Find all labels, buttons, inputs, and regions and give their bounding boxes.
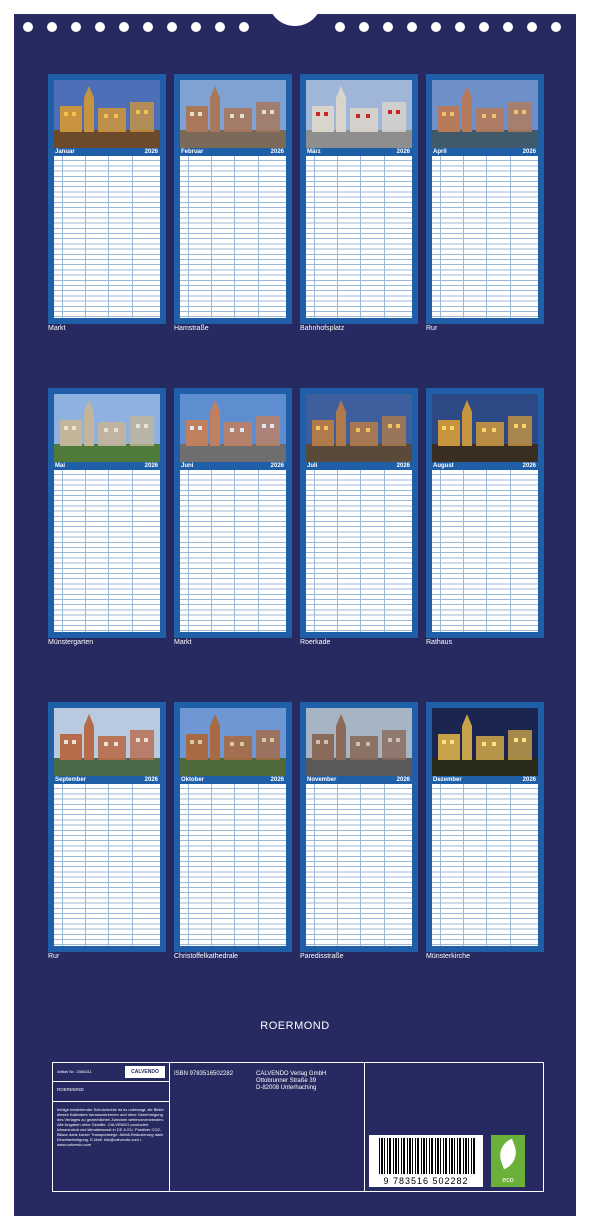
- binding-hole: [383, 22, 393, 32]
- binding-hole: [71, 22, 81, 32]
- barcode: [369, 1135, 483, 1187]
- barcode-bars: [379, 1138, 475, 1174]
- month-panel: [48, 74, 166, 324]
- month-name: März: [307, 149, 321, 155]
- month-year: 2026: [396, 777, 410, 783]
- month-header: [180, 148, 286, 156]
- leaf-icon: [495, 1139, 521, 1170]
- binding-hole: [479, 22, 489, 32]
- binding-hole: [47, 22, 57, 32]
- eco-label: eco: [502, 1177, 514, 1184]
- month-header: [54, 462, 160, 470]
- planner-grid: [54, 470, 160, 632]
- footer-info-box: [52, 1062, 544, 1192]
- month-name: April: [433, 149, 447, 155]
- binding-hole: [335, 22, 345, 32]
- publisher-address: [256, 1071, 326, 1092]
- month-name: Januar: [55, 149, 75, 155]
- month-header: [180, 462, 286, 470]
- month-panel: [426, 702, 544, 952]
- footer-divider: [53, 1101, 169, 1102]
- binding-hole: [455, 22, 465, 32]
- binding-hole: [551, 22, 561, 32]
- footer-middle-column: [170, 1063, 365, 1191]
- month-year: 2026: [270, 149, 284, 155]
- eco-badge: [491, 1135, 525, 1187]
- month-panel: [174, 74, 292, 324]
- binding-hole: [407, 22, 417, 32]
- month-photo: [54, 394, 160, 462]
- month-header: [180, 776, 286, 784]
- binding-hole: [119, 22, 129, 32]
- month-name: Februar: [181, 149, 204, 155]
- month-name: September: [55, 777, 87, 783]
- calendar-title: ROERMOND: [260, 1020, 330, 1032]
- month-year: 2026: [144, 149, 158, 155]
- planner-grid: [180, 156, 286, 318]
- binding-hole: [191, 22, 201, 32]
- article-number: Artikel Nr.: 2066311: [57, 1069, 92, 1074]
- binding-hole: [215, 22, 225, 32]
- month-header: [306, 148, 412, 156]
- month-header: [54, 776, 160, 784]
- month-header: [54, 148, 160, 156]
- month-name: Dezember: [433, 777, 462, 783]
- month-photo: [432, 708, 538, 776]
- month-name: Oktober: [181, 777, 205, 783]
- publisher-line: Ottobrunner Straße 39: [256, 1078, 317, 1084]
- hanger-cutout: [268, 0, 322, 26]
- binding-hole: [95, 22, 105, 32]
- publisher-line: CALVENDO Verlag GmbH: [256, 1071, 327, 1077]
- month-panel: [426, 388, 544, 638]
- footer-divider: [53, 1081, 169, 1082]
- planner-grid: [180, 784, 286, 946]
- month-name: Mai: [55, 463, 66, 469]
- month-header: [432, 462, 538, 470]
- photo-caption: Münsterkirche: [426, 953, 470, 960]
- month-year: 2026: [522, 777, 536, 783]
- month-year: 2026: [144, 777, 158, 783]
- month-year: 2026: [396, 149, 410, 155]
- month-panel: [174, 388, 292, 638]
- month-header: [432, 776, 538, 784]
- binding-hole: [527, 22, 537, 32]
- month-panel: [300, 702, 418, 952]
- binding-hole: [23, 22, 33, 32]
- planner-grid: [432, 156, 538, 318]
- month-year: 2026: [522, 149, 536, 155]
- footer-left-column: [53, 1063, 170, 1191]
- calvendo-logo: CALVENDO: [125, 1066, 165, 1078]
- planner-grid: [306, 784, 412, 946]
- footer-right-column: [365, 1063, 543, 1191]
- binding-holes: [0, 0, 590, 40]
- month-photo: [180, 394, 286, 462]
- month-photo: [180, 80, 286, 148]
- month-year: 2026: [396, 463, 410, 469]
- planner-grid: [432, 784, 538, 946]
- month-year: 2026: [270, 777, 284, 783]
- month-year: 2026: [270, 463, 284, 469]
- planner-grid: [54, 156, 160, 318]
- binding-hole: [359, 22, 369, 32]
- planner-grid: [54, 784, 160, 946]
- photo-caption: Roerkade: [300, 639, 331, 646]
- month-photo: [306, 708, 412, 776]
- planner-grid: [306, 470, 412, 632]
- month-photo: [306, 394, 412, 462]
- planner-grid: [432, 470, 538, 632]
- month-panel: [300, 74, 418, 324]
- planner-grid: [306, 156, 412, 318]
- photo-caption: Rur: [48, 953, 60, 960]
- photo-caption: Markt: [174, 639, 192, 646]
- month-header: [432, 148, 538, 156]
- photo-caption: Rathaus: [426, 639, 453, 646]
- month-photo: [306, 80, 412, 148]
- photo-caption: Münstergarten: [48, 639, 94, 646]
- binding-hole: [167, 22, 177, 32]
- footer-calendar-name: ROERMOND: [57, 1087, 84, 1092]
- month-name: November: [307, 777, 337, 783]
- photo-caption: Bahnhofsplatz: [300, 325, 345, 332]
- month-photo: [180, 708, 286, 776]
- photo-caption: Christoffelkathedrale: [174, 953, 239, 960]
- month-photo: [432, 394, 538, 462]
- barcode-number: 9 783516 502282: [383, 1176, 469, 1186]
- photo-caption: Paredisstraße: [300, 953, 344, 960]
- month-panel: [48, 702, 166, 952]
- month-year: 2026: [144, 463, 158, 469]
- month-name: Juni: [181, 463, 194, 469]
- photo-caption: Rur: [426, 325, 438, 332]
- photo-caption: Hamstraße: [174, 325, 209, 332]
- month-panel: [426, 74, 544, 324]
- binding-hole: [431, 22, 441, 32]
- month-year: 2026: [522, 463, 536, 469]
- month-photo: [54, 80, 160, 148]
- photo-caption: Markt: [48, 325, 66, 332]
- month-photo: [432, 80, 538, 148]
- binding-hole: [143, 22, 153, 32]
- month-photo: [54, 708, 160, 776]
- month-name: Juli: [307, 463, 318, 469]
- binding-hole: [239, 22, 249, 32]
- month-name: August: [433, 463, 454, 469]
- month-header: [306, 462, 412, 470]
- month-panel: [300, 388, 418, 638]
- month-header: [306, 776, 412, 784]
- month-panel: [174, 702, 292, 952]
- publisher-line: D-82008 Unterhaching: [256, 1085, 317, 1091]
- binding-hole: [503, 22, 513, 32]
- planner-grid: [180, 470, 286, 632]
- isbn: ISBN 9783516502282: [174, 1071, 234, 1077]
- legal-notice: Infolge bestehender Schutzrechte ist es untersagt, die Bilder dieses Kalenders herauszutrennen und ohne Genehmigung des Verlages zu gewerblichen Zwecken weiterzuverwenden. Alle Angaben ohne Gewähr. CALVENDO produziert klimaneutral und klimabewusst in DE & EU. Positiver CO2-Bilanz dank kurzer Transportwege. Abfall-Reduzierung dank Einzelanfertigung. E-Mail: info@calvendo.com • www.calvendo.com: [57, 1107, 164, 1147]
- month-panel: [48, 388, 166, 638]
